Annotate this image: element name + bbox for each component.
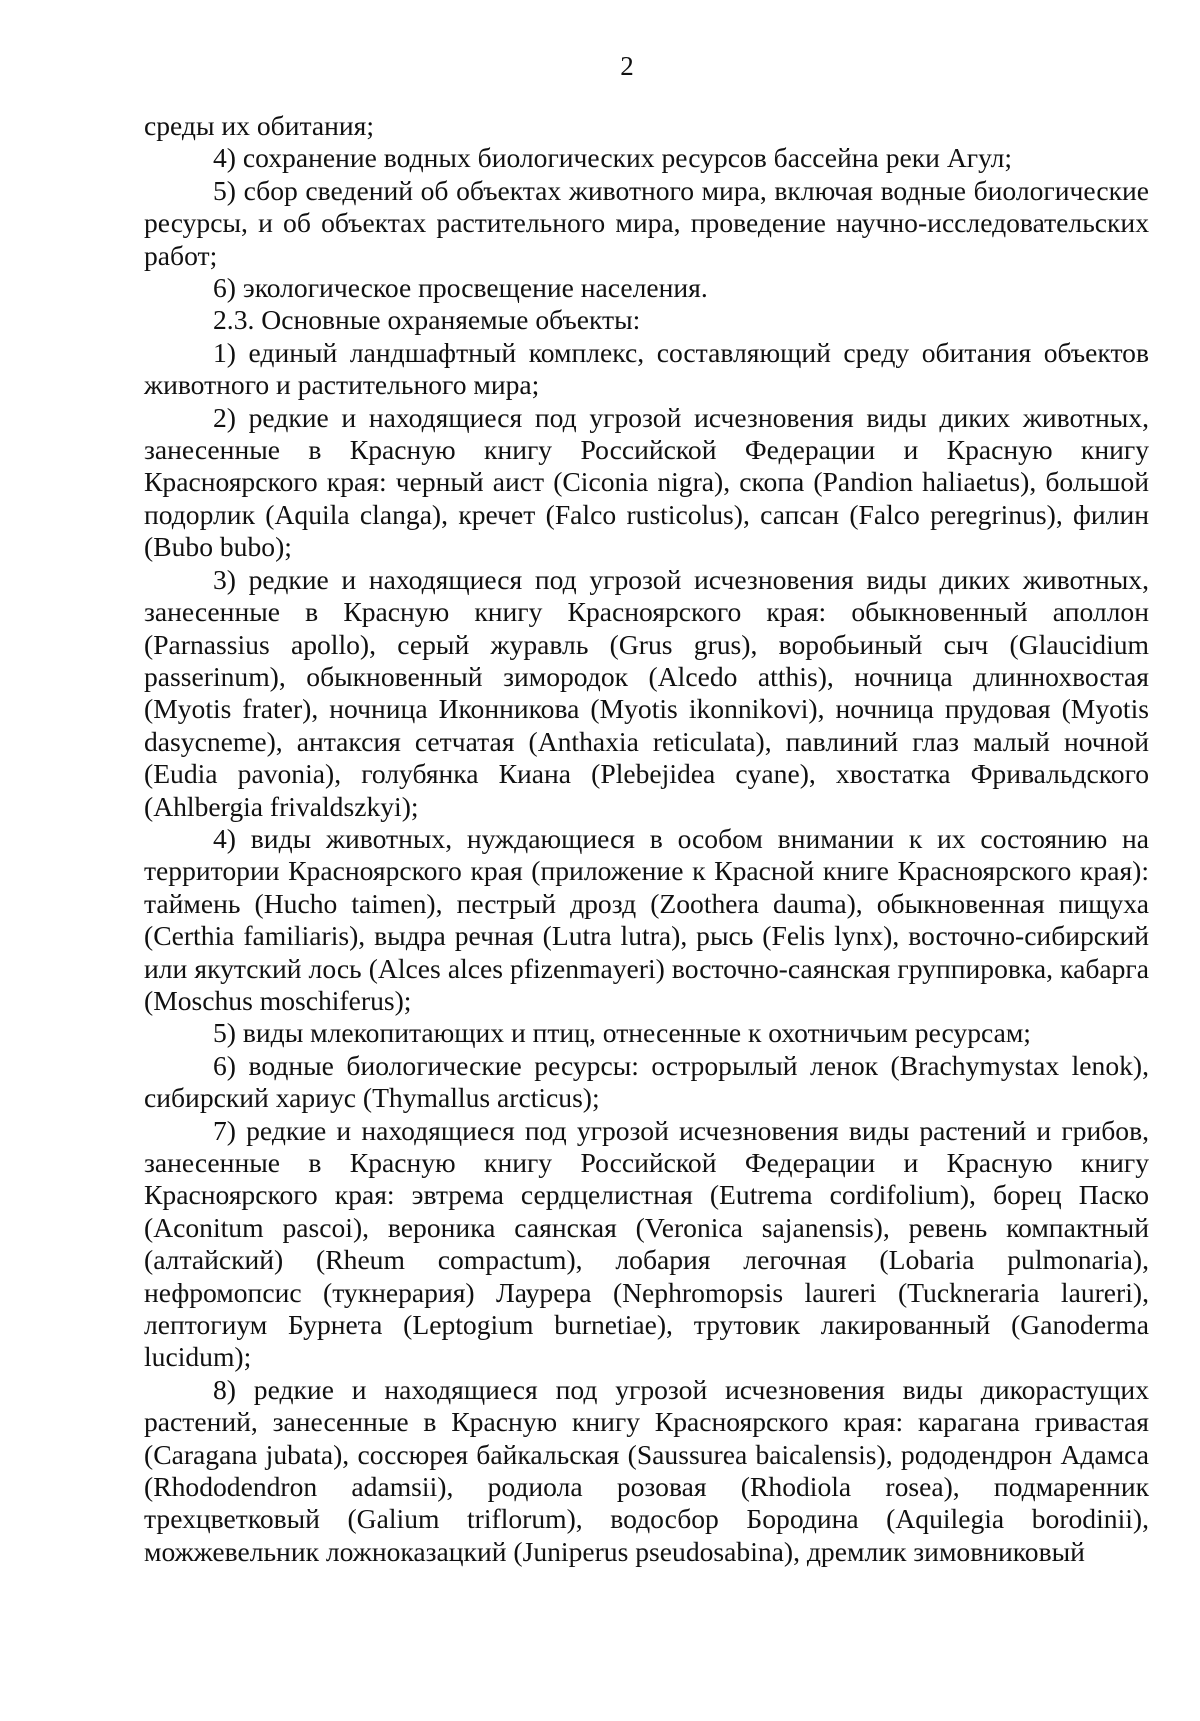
paragraph-protected-3-rare-animals-regional: 3) редкие и находящиеся под угрозой исчезновения виды диких животных, занесенные в Красную книгу Красноярского края: обыкновенный аполлон (Parnassius apollo), серый журавль (Grus grus), воробьиный сыч (Glaucidium passerinum), обыкновенный зимородок (Alcedo atthis), ночница длиннохвостая (Myotis frater), ночница Иконникова (Myotis ikonnikovi), ночница прудовая (Myotis dasycneme), антаксия сетчатая (Anthaxia reticulata), павлиний глаз малый ночной (Eudia pavonia), голубянка Киана (Plebejidea cyane), хвостатка Фривальдского (Ahlbergia frivaldszkyi); (144, 563, 1149, 822)
paragraph-protected-4-animals-special-attention: 4) виды животных, нуждающиеся в особом внимании к их состоянию на территории Красноярского края (приложение к Красной книге Красноярского края): таймень (Hucho taimen), пестрый дрозд (Zoothera dauma), обыкновенная пищуха (Certhia familiaris), выдра речная (Lutra lutra), рысь (Felis lynx), восточно-сибирский или якутский лось (Alces alces pfizenmayeri) восточно-саянская группировка, кабарга (Moschus moschiferus); (144, 822, 1149, 1016)
paragraph-protected-1-landscape: 1) единый ландшафтный комплекс, составляющий среду обитания объектов животного и растительного мира; (144, 336, 1149, 401)
paragraph-protected-8-rare-wild-plants: 8) редкие и находящиеся под угрозой исчезновения виды дикорастущих растений, занесенные в Красную книгу Красноярского края: карагана гривастая (Caragana jubata), соссюрея байкальская (Saussurea baicalensis), рододендрон Адамса (Rhododendron adamsii), родиола розовая (Rhodiola rosea), подмаренник трехцветковый (Galium triflorum), водосбор Бородина (Aquilegia borodinii), можжевельник ложноказацкий (Juniperus pseudosabina), дремлик зимовниковый (144, 1373, 1149, 1567)
paragraph-protected-6-aquatic-resources: 6) водные биологические ресурсы: острорылый ленок (Brachymystax lenok), сибирский хариус (Thymallus arcticus); (144, 1049, 1149, 1114)
paragraph-protected-2-rare-animals-federal: 2) редкие и находящиеся под угрозой исчезновения виды диких животных, занесенные в Красную книгу Российской Федерации и Красную книгу Красноярского края: черный аист (Ciconia nigra), скопа (Pandion haliaetus), большой подорлик (Aquila clanga), кречет (Falco rusticolus), сапсан (Falco peregrinus), филин (Bubo bubo); (144, 401, 1149, 563)
document-body (144, 110, 1149, 1568)
paragraph-protected-5-game-resources: 5) виды млекопитающих и птиц, отнесенные к охотничьим ресурсам; (213, 1017, 1031, 1049)
page-number: 2 (620, 51, 634, 81)
paragraph-habitat-continuation: среды их обитания; (144, 110, 375, 141)
paragraph-item-6-education: 6) экологическое просвещение населения. (213, 272, 708, 304)
paragraph-protected-7-rare-plants-fungi: 7) редкие и находящиеся под угрозой исчезновения виды растений и грибов, занесенные в Красную книгу Российской Федерации и Красную книгу Красноярского края: эвтрема сердцелистная (Eutrema cordifolium), борец Паско (Aconitum pascoi), вероника саянская (Veronica sajanensis), ревень компактный (алтайский) (Rheum compactum), лобария легочная (Lobaria pulmonaria), нефромопсис (тукнерария) Лаурера (Nephromopsis laureri (Tuckneraria laureri), лептогиум Бурнета (Leptogium burnetiae), трутовик лакированный (Ganoderma lucidum); (144, 1114, 1149, 1373)
section-heading-2-3: 2.3. Основные охраняемые объекты: (213, 304, 641, 336)
paragraph-item-5-data-collection: 5) сбор сведений об объектах животного мира, включая водные биологические ресурсы, и об объектах растительного мира, проведение научно-исследовательских работ; (144, 174, 1149, 271)
paragraph-item-4-aquatic-resources: 4) сохранение водных биологических ресурсов бассейна реки Агул; (213, 142, 1013, 174)
